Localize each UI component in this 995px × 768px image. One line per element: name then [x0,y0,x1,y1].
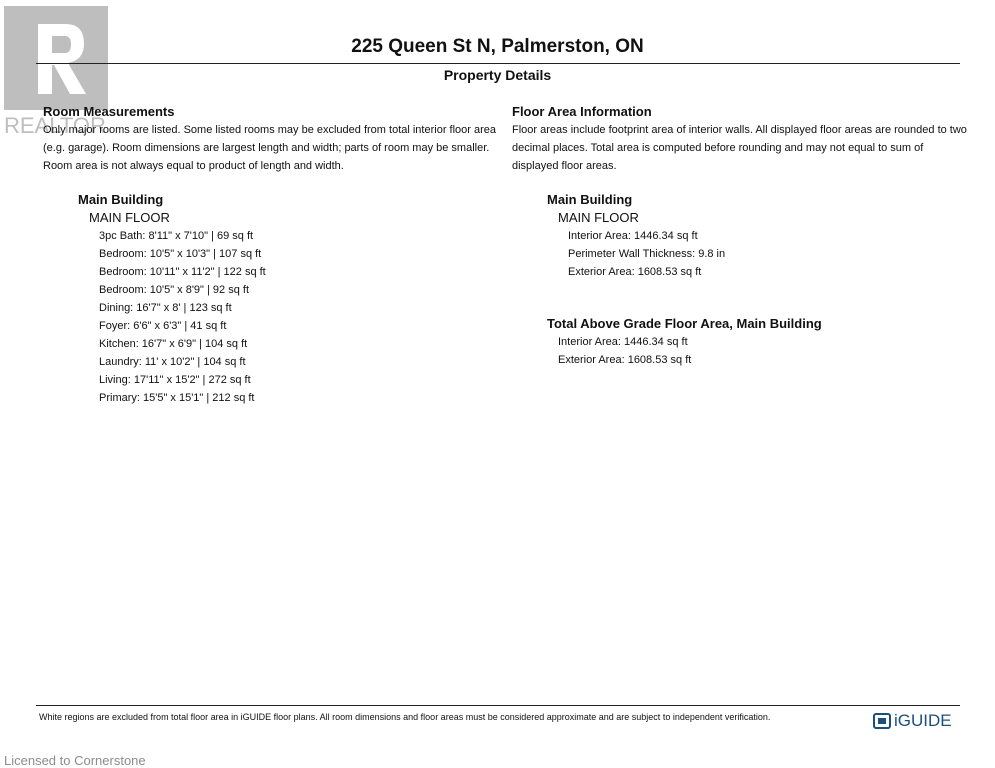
area-item: Perimeter Wall Thickness: 9.8 in [568,248,726,260]
room-item: Laundry: 11' x 10'2" | 104 sq ft [99,356,246,368]
building-heading: Main Building [547,192,633,207]
room-measurements-note: Only major rooms are listed. Some listed rooms may be excluded from total interior floor area (e.g. garage). Room dimensions are largest length and width; parts of room may be smaller. Room area is not always equal to product of length and width. [43,124,497,172]
license-text: Licensed to Cornerstone [4,753,146,768]
total-area-heading: Total Above Grade Floor Area, Main Building [547,316,822,331]
room-item: Kitchen: 16'7" x 6'9" | 104 sq ft [99,338,248,350]
floor-area-section [512,104,967,369]
room-item: Foyer: 6'6" x 6'3" | 41 sq ft [99,320,227,332]
room-item: Bedroom: 10'5" x 8'9" | 92 sq ft [99,284,250,296]
floor-heading: MAIN FLOOR [89,210,170,225]
room-measurements-heading: Room Measurements [43,104,175,119]
floor-area-note: Floor areas include footprint area of interior walls. All displayed floor areas are rounded to two decimal places. Total area is computed before rounding and may not equal to sum of displayed floor areas. [512,124,967,172]
room-measurements-section [43,104,498,407]
page-subtitle: Property Details [443,67,552,83]
iguide-logo [873,710,952,732]
total-area-item: Interior Area: 1446.34 sq ft [558,336,688,348]
total-area-item: Exterior Area: 1608.53 sq ft [558,354,692,366]
room-item: Primary: 15'5" x 15'1" | 212 sq ft [99,392,255,404]
area-item: Exterior Area: 1608.53 sq ft [568,266,702,278]
floor-area-heading: Floor Area Information [512,104,652,119]
watermark-text: REALTOR [4,113,106,138]
realtor-logo-icon [4,6,108,110]
room-item: Dining: 16'7" x 8' | 123 sq ft [99,302,232,314]
floor-heading: MAIN FLOOR [558,210,639,225]
room-item: Bedroom: 10'11" x 11'2" | 122 sq ft [99,266,266,278]
footer-disclaimer: White regions are excluded from total floor area in iGUIDE floor plans. All room dimensions and floor areas must be considered approximate and are subject to independent verification. [39,712,771,722]
building-heading: Main Building [78,192,164,207]
page-title: 225 Queen St N, Palmerston, ON [351,36,644,57]
iguide-brand-text: iGUIDE [894,711,952,730]
area-item: Interior Area: 1446.34 sq ft [568,230,698,242]
room-item: 3pc Bath: 8'11" x 7'10" | 69 sq ft [99,230,254,242]
room-item: Bedroom: 10'5" x 10'3" | 107 sq ft [99,248,262,260]
room-item: Living: 17'11" x 15'2" | 272 sq ft [99,374,251,386]
footer-divider [36,705,960,706]
header-divider [36,63,960,64]
iguide-icon [873,713,891,729]
